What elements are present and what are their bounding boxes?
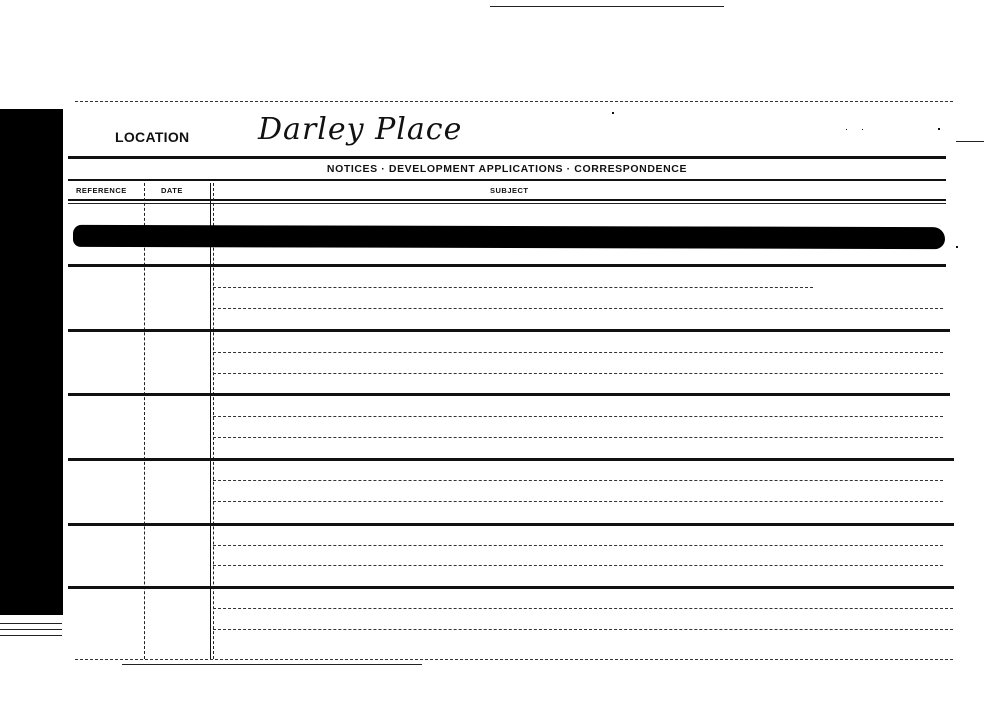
- location-label: LOCATION: [115, 129, 190, 145]
- subject-line: [213, 287, 813, 288]
- scan-edge-bar: [0, 109, 63, 615]
- column-header-bottom-rule-2: [68, 203, 946, 204]
- location-handwritten-value: Darley Place: [258, 112, 463, 147]
- scan-speck: [612, 112, 614, 114]
- scan-speck: [938, 128, 940, 130]
- entry-row-rule: [68, 523, 954, 526]
- entry-row-rule: [68, 458, 954, 461]
- subject-line: [213, 416, 943, 417]
- heading-top-rule: [68, 156, 946, 159]
- subject-line: [213, 480, 943, 481]
- subject-column-header: SUBJECT: [490, 186, 529, 195]
- entry-row-rule: [68, 393, 950, 396]
- top-margin-line: [490, 6, 724, 7]
- subject-line: [213, 308, 943, 309]
- entry-row-rule: [68, 586, 954, 589]
- subject-line: [213, 608, 953, 609]
- scan-speck: [956, 246, 958, 248]
- card-bottom-border: [75, 659, 953, 660]
- scan-speck: [862, 129, 863, 130]
- notices-heading: NOTICES · DEVELOPMENT APPLICATIONS · CORRESPONDENCE: [326, 163, 688, 175]
- right-margin-line: [956, 141, 984, 142]
- card-top-border: [75, 101, 953, 102]
- subject-line: [213, 437, 943, 438]
- entry-row-rule: [68, 264, 946, 267]
- subject-line: [213, 565, 943, 566]
- date-column-header: DATE: [161, 186, 183, 195]
- reference-column-header: REFERENCE: [76, 186, 127, 195]
- scan-edge-line: [0, 635, 62, 636]
- subject-line: [213, 373, 943, 374]
- card-bottom-edge: [122, 664, 422, 665]
- column-header-top-rule: [68, 179, 946, 181]
- subject-line: [213, 501, 943, 502]
- subject-line: [213, 629, 953, 630]
- subject-line: [213, 352, 943, 353]
- entry-row-rule: [68, 329, 950, 332]
- column-header-bottom-rule: [68, 199, 946, 201]
- redaction-bar: [73, 225, 945, 249]
- scan-speck: [846, 129, 847, 130]
- scan-edge-line: [0, 629, 62, 630]
- scan-edge-line: [0, 623, 62, 624]
- subject-line: [213, 545, 943, 546]
